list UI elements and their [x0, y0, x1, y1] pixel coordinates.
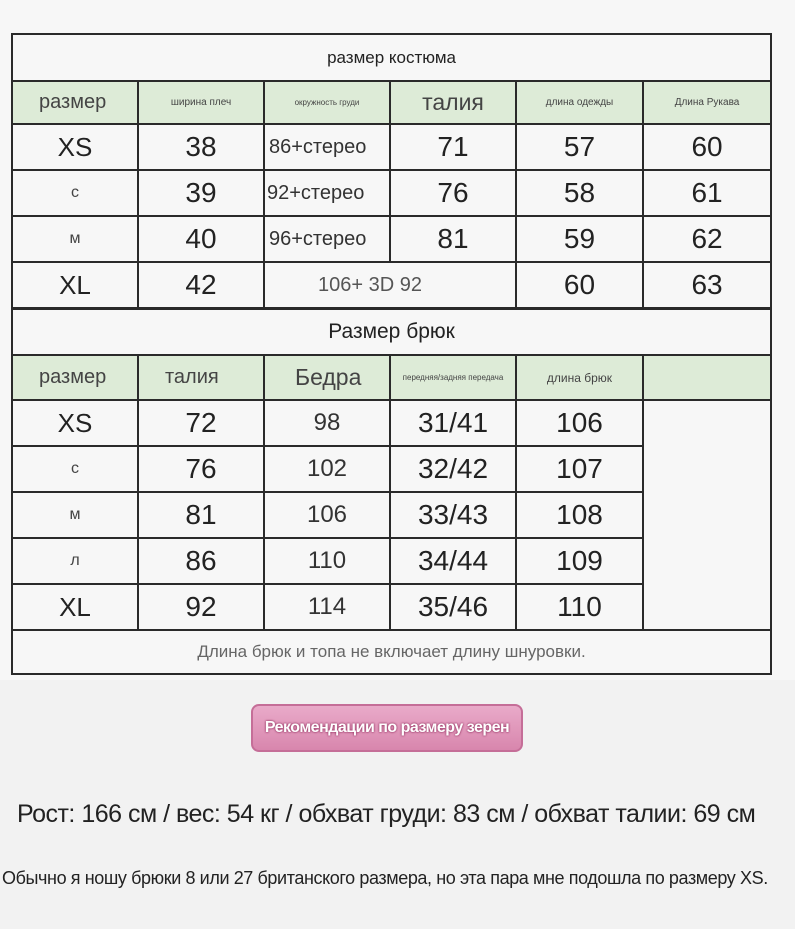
size-cell: с: [12, 170, 138, 216]
suit-col-chest: окружность груди: [264, 81, 390, 124]
suit-table-title: размер костюма: [12, 34, 771, 81]
value-cell: 42: [138, 262, 264, 308]
suit-col-sleeve: Длина Рукава: [643, 81, 771, 124]
table-row: [12, 400, 771, 446]
value-cell: 81: [138, 492, 264, 538]
pants-col-hips: Бедра: [264, 355, 390, 400]
value-cell: 32/42: [390, 446, 516, 492]
value-cell: 40: [138, 216, 264, 262]
value-cell: 110: [264, 538, 390, 584]
size-cell: XS: [12, 400, 138, 446]
table-row: [12, 170, 771, 216]
value-cell: 62: [643, 216, 771, 262]
value-cell: 81: [390, 216, 516, 262]
size-cell: XS: [12, 124, 138, 170]
value-cell: 58: [516, 170, 643, 216]
suit-header-row: [12, 81, 771, 124]
pants-col-size: размер: [12, 355, 138, 400]
value-cell: 34/44: [390, 538, 516, 584]
value-cell: 110: [516, 584, 643, 630]
value-cell: 33/43: [390, 492, 516, 538]
value-cell: 35/46: [390, 584, 516, 630]
value-cell: 108: [516, 492, 643, 538]
pants-header-row: [12, 355, 771, 400]
value-cell: 106: [264, 492, 390, 538]
value-cell: 102: [264, 446, 390, 492]
value-cell: 60: [643, 124, 771, 170]
pants-size-table: [11, 308, 772, 675]
value-cell: 59: [516, 216, 643, 262]
size-cell: л: [12, 538, 138, 584]
value-cell: 57: [516, 124, 643, 170]
value-cell: 86: [138, 538, 264, 584]
value-cell: 63: [643, 262, 771, 308]
value-cell: 98: [264, 400, 390, 446]
value-cell: 72: [138, 400, 264, 446]
pants-col-empty: [643, 355, 771, 400]
value-cell: 76: [138, 446, 264, 492]
table-row: [12, 262, 771, 308]
value-cell: 114: [264, 584, 390, 630]
pants-table-title: Размер брюк: [12, 309, 771, 355]
pants-col-length: длина брюк: [516, 355, 643, 400]
value-cell: 60: [516, 262, 643, 308]
suit-col-size: размер: [12, 81, 138, 124]
suit-size-table: [11, 33, 772, 309]
value-cell: 76: [390, 170, 516, 216]
value-cell: 71: [390, 124, 516, 170]
suit-col-length: длина одежды: [516, 81, 643, 124]
fit-comment: Обычно я ношу брюки 8 или 27 британского размера, но эта пара мне подошла по размеру XS.: [2, 868, 768, 888]
value-cell: 107: [516, 446, 643, 492]
value-cell: 106+ 3D 92: [264, 262, 516, 308]
value-cell: 106: [516, 400, 643, 446]
value-cell: 38: [138, 124, 264, 170]
value-cell: 31/41: [390, 400, 516, 446]
value-cell: 92: [138, 584, 264, 630]
table-row: [12, 216, 771, 262]
pants-note: Длина брюк и топа не включает длину шнуровки.: [12, 630, 771, 674]
value-cell: 86+стерео: [264, 124, 390, 170]
value-cell: 61: [643, 170, 771, 216]
pants-col-rise: передняя/задняя передача: [390, 355, 516, 400]
value-cell: 109: [516, 538, 643, 584]
size-cell: XL: [12, 262, 138, 308]
value-cell: 39: [138, 170, 264, 216]
value-cell: 96+стерео: [264, 216, 390, 262]
size-cell: XL: [12, 584, 138, 630]
value-cell: 92+стерео: [264, 170, 390, 216]
table-row: [12, 124, 771, 170]
size-cell: м: [12, 492, 138, 538]
model-info: Рост: 166 см / вес: 54 кг / обхват груди: 83 см / обхват талии: 69 см: [17, 800, 756, 828]
size-cell: м: [12, 216, 138, 262]
suit-col-shoulder: ширина плеч: [138, 81, 264, 124]
size-cell: с: [12, 446, 138, 492]
suit-col-waist: талия: [390, 81, 516, 124]
pants-col-waist: талия: [138, 355, 264, 400]
size-recommendation-button[interactable]: Рекомендации по размеру зерен: [251, 704, 523, 752]
empty-cell: [643, 400, 771, 630]
